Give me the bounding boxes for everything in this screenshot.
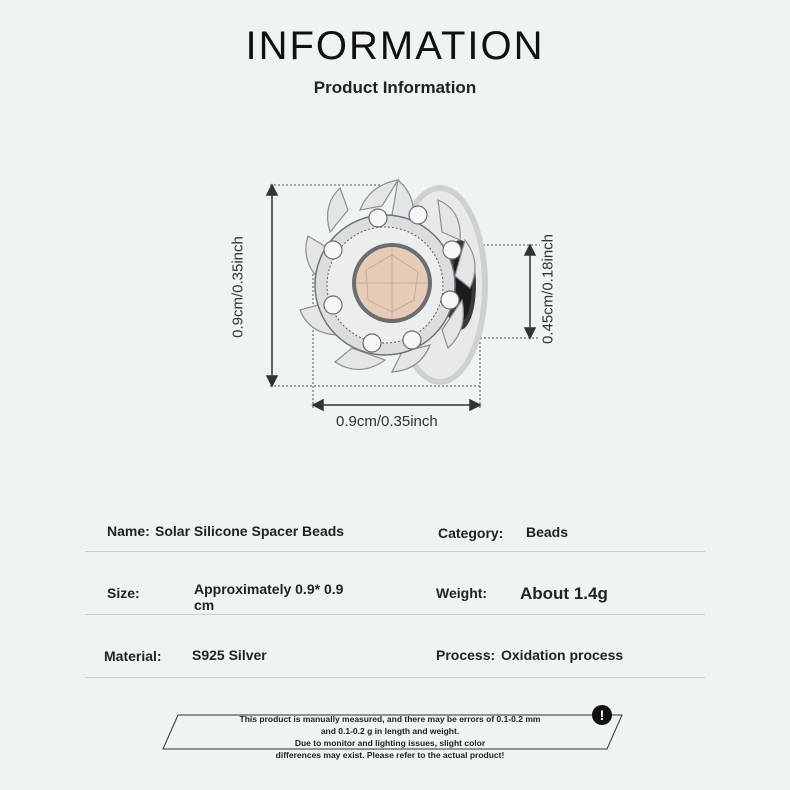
notice-line: This product is manually measured, and there may be errors of 0.1-0.2 mm	[239, 714, 541, 724]
notice-text	[200, 713, 580, 761]
width-dimension-label: 0.9cm/0.35inch	[336, 413, 438, 430]
notice-line: differences may exist. Please refer to the actual product!	[275, 750, 505, 760]
measurement-notice	[160, 705, 625, 760]
weight-label: Weight:	[436, 585, 488, 601]
material-value: S925 Silver	[192, 647, 267, 663]
page-title: INFORMATION	[245, 24, 545, 68]
row-divider	[85, 551, 705, 552]
name-label: Name:	[107, 523, 150, 539]
size-value: Approximately 0.9* 0.9 cm	[194, 581, 344, 613]
row-divider	[85, 677, 705, 678]
process-value: Oxidation process	[501, 647, 624, 663]
category-label: Category:	[438, 525, 504, 541]
material-label: Material:	[104, 648, 162, 664]
name-value: Solar Silicone Spacer Beads	[155, 523, 345, 539]
process-label: Process:	[436, 647, 496, 663]
weight-value: About 1.4g	[520, 584, 608, 603]
size-label: Size:	[107, 585, 140, 601]
height-dimension-label: 0.9cm/0.35inch	[229, 236, 247, 338]
page-subtitle: Product Information	[313, 78, 477, 97]
notice-line: and 0.1-0.2 g in length and weight.	[320, 726, 460, 736]
notice-line: Due to monitor and lighting issues, slight color	[294, 738, 486, 748]
inner-dimension-label: 0.45cm/0.18inch	[539, 233, 557, 345]
category-value: Beads	[526, 524, 569, 540]
warning-icon: !	[592, 705, 612, 725]
row-divider	[85, 614, 705, 615]
